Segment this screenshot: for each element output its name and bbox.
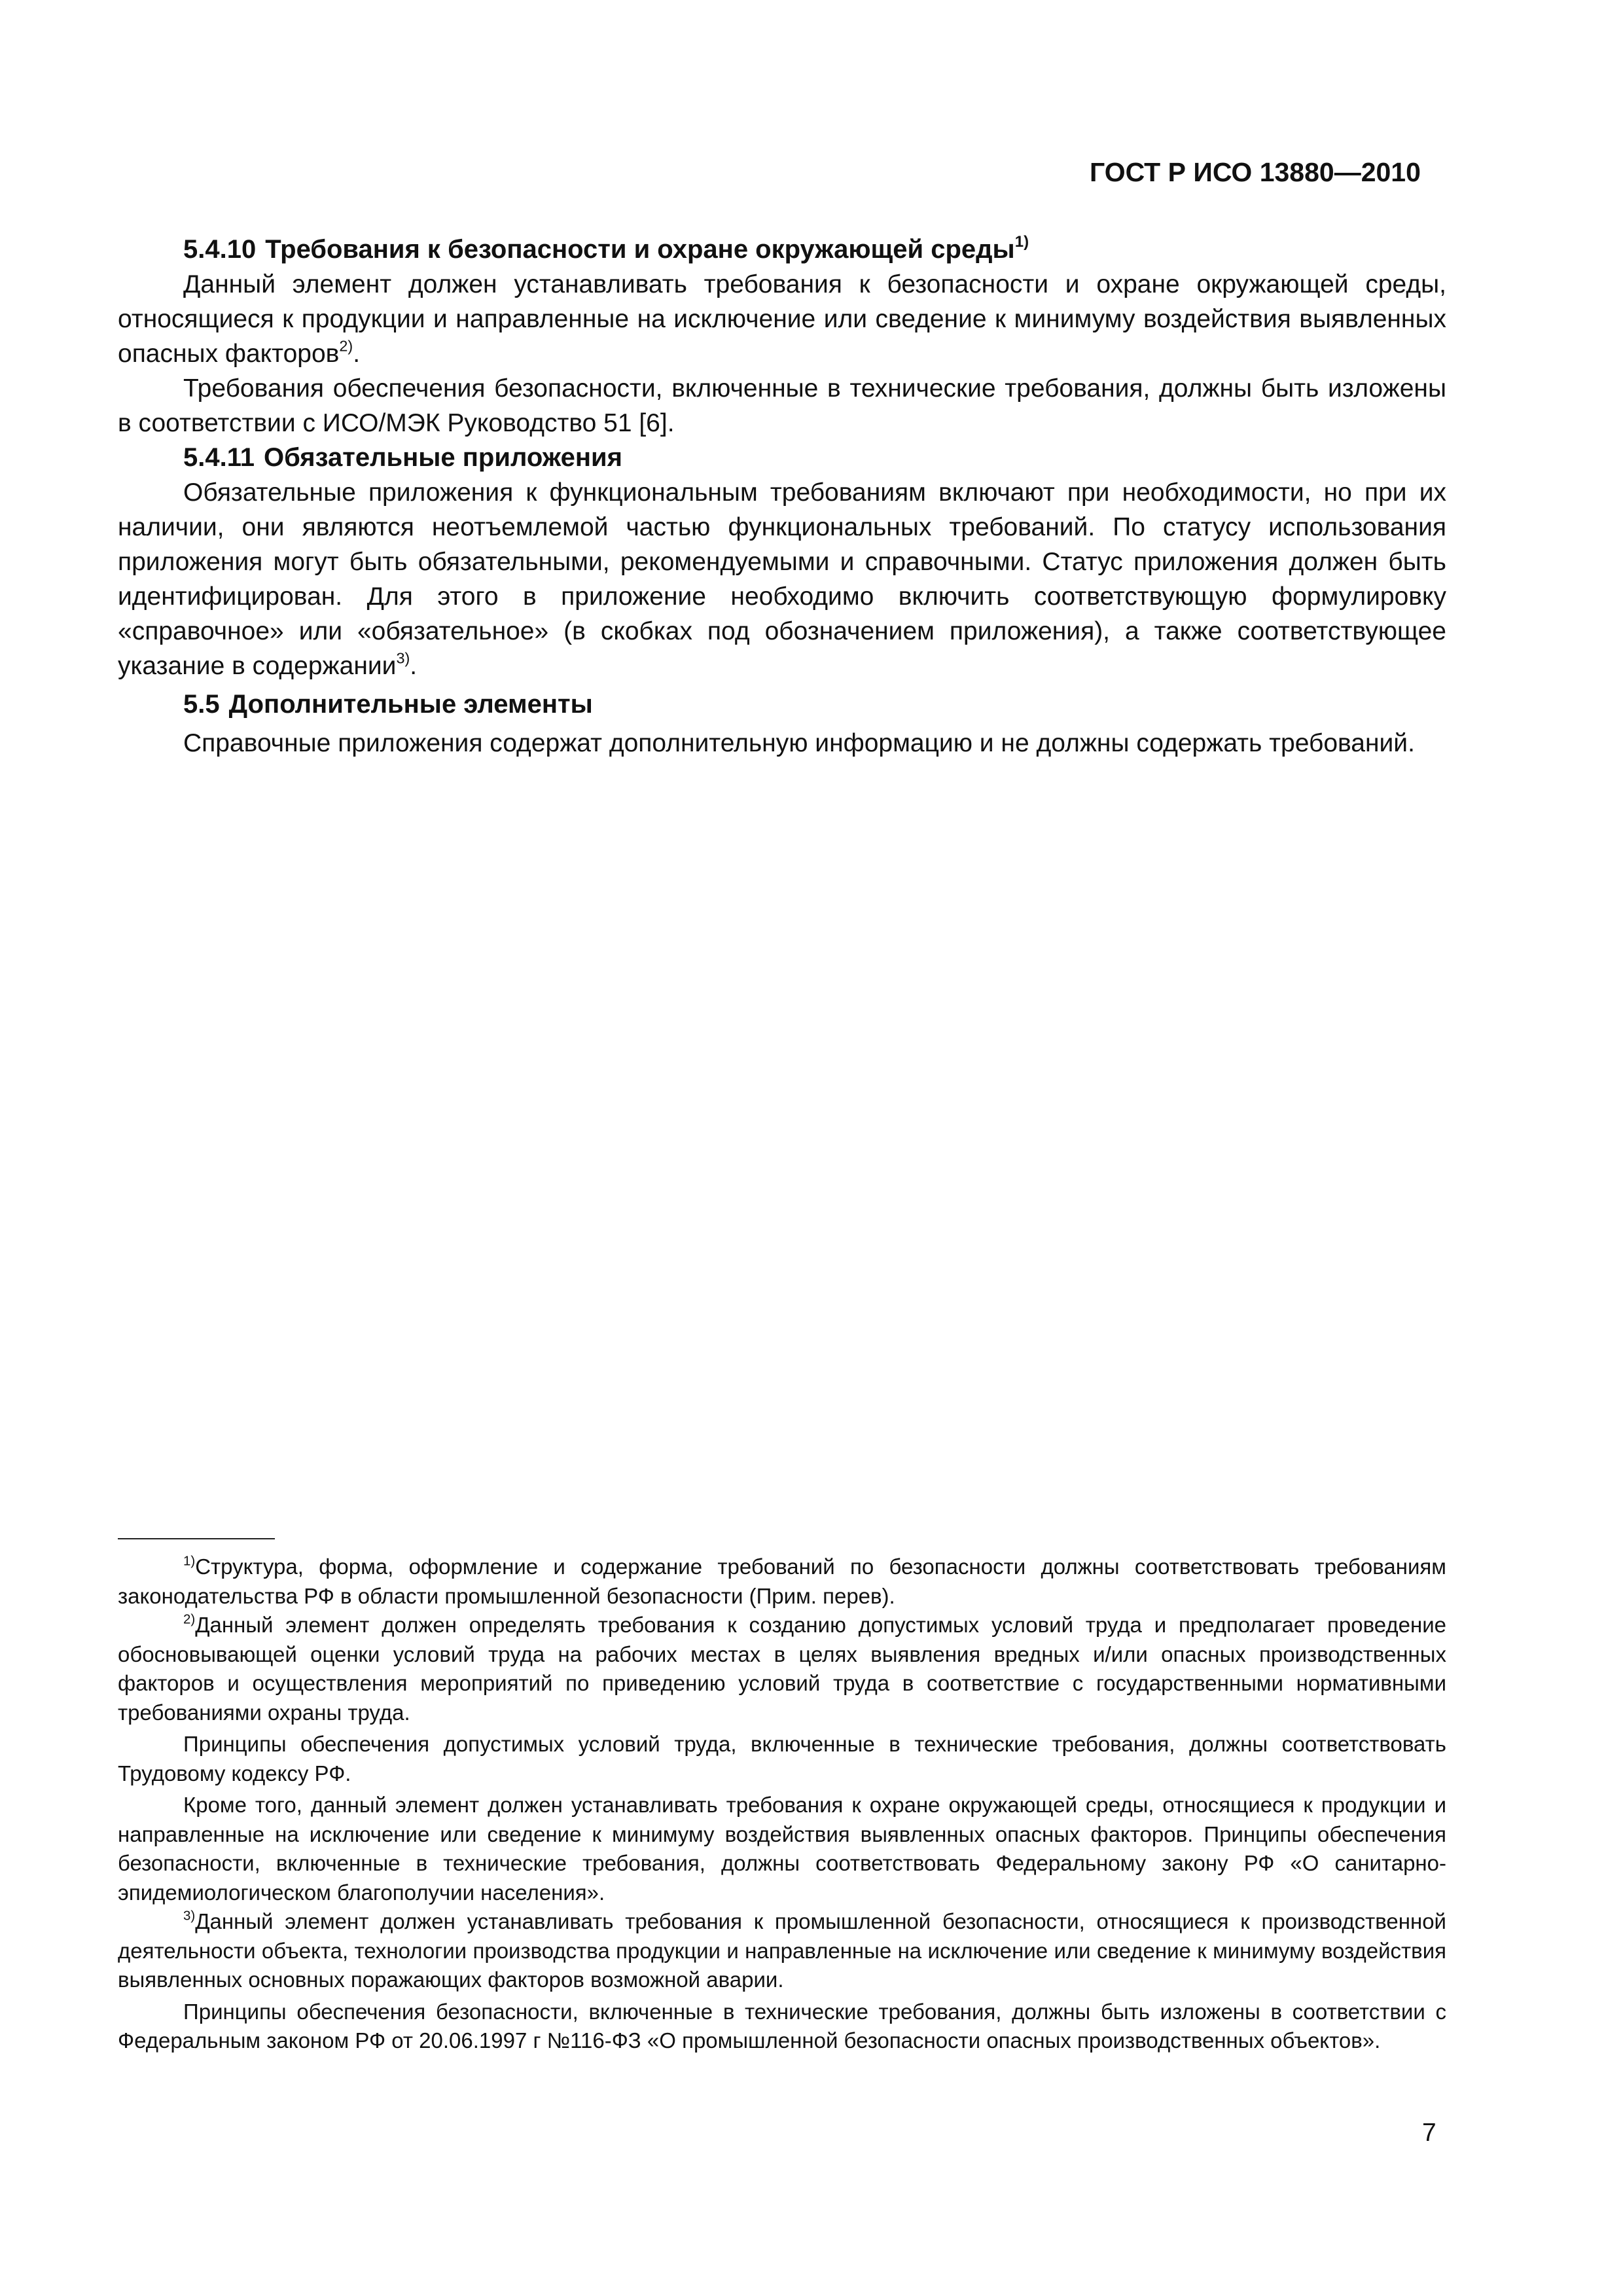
section-title: Требования к безопасности и охране окружающей среды	[265, 235, 1015, 264]
footnote-ref: 1)	[1014, 233, 1029, 251]
footnote-ref: 3)	[396, 649, 410, 667]
section-title: Дополнительные элементы	[228, 690, 593, 719]
page-number: 7	[1422, 2119, 1436, 2147]
paragraph: Требования обеспечения безопасности, включенные в технические требования, должны быть изложены в соответствии с ИСО/МЭК Руководство 51 [6].	[118, 374, 1446, 437]
section-number: 5.4.11	[183, 443, 255, 472]
footnote-ref: 2)	[339, 337, 353, 355]
heading-5-4-10	[118, 232, 1446, 267]
footnote-marker: 3)	[183, 1908, 196, 1924]
paragraph: Обязательные приложения к функциональным требованиям включают при необходимости, но при их наличии, они являются неотъемлемой частью функциональных требований. По статусу использования приложения могут быть обязательными, рекомендуемыми и справочными. Статус приложения должен быть идентифицирован. Для этого в приложение необходимо включить соответствующую формулировку «справочное» или «обязательное» (в скобках под обозначением приложения), а также соответствующее указание в содержании$^{3)}$.	[118, 478, 1446, 680]
section-title: Обязательные приложения	[264, 443, 622, 472]
footnote-2-cont: Принципы обеспечения допустимых условий труда, включенные в технические требования, должны соответствовать Трудовому кодексу РФ.	[118, 1732, 1446, 1785]
footnotes	[118, 1552, 1446, 2056]
footnote-marker: 1)	[183, 1553, 196, 1569]
footnote-marker: 2)	[183, 1611, 196, 1627]
footnote-2-cont: Кроме того, данный элемент должен устанавливать требования к охране окружающей среды, относящиеся к продукции и направленные на исключение или сведение к минимуму воздействия выявленных опасных факторов. Принципы обеспечения безопасности, включенные в технические требования, должны соответствовать Федеральному закону РФ «О санитарно-эпидемиологическом благополучии населения».	[118, 1793, 1446, 1905]
main-text	[118, 232, 1446, 761]
paragraph: Справочные приложения содержат дополнительную информацию и не должны содержать требований.	[183, 729, 1415, 757]
heading-5-5	[118, 687, 1446, 722]
section-number: 5.5	[183, 690, 220, 719]
section-number: 5.4.10	[183, 235, 257, 264]
footnote-separator	[118, 1538, 275, 1539]
footnote-3: $^{3)}$Данный элемент должен устанавливать требования к промышленной безопасности, относящиеся к производственной деятельности объекта, технологии производства продукции и направленные на исключение или сведение к минимуму воздействия выявленных основных поражающих факторов возможной аварии.	[118, 1908, 1446, 1992]
footnote-2: $^{2)}$Данный элемент должен определять требования к созданию допустимых условий труда и предполагает проведение обосновывающей оценки условий труда на рабочих местах в целях выявления вредных и/или опасных производственных факторов и осуществления мероприятий по приведению условий труда в соответствие с государственными нормативными требованиями охраны труда.	[118, 1611, 1446, 1725]
heading-5-4-11	[118, 440, 1446, 475]
paragraph: Данный элемент должен устанавливать требования к безопасности и охране окружающей среды, относящиеся к продукции и направленные на исключение или сведение к минимуму воздействия выявленных опасных факторов$^{2)}$.	[118, 270, 1446, 368]
document-code: ГОСТ Р ИСО 13880—2010	[1090, 157, 1421, 187]
footnote-1: $^{1)}$Структура, форма, оформление и содержание требований по безопасности должны соответствовать требованиям законодательства РФ в области промышленной безопасности (Прим. перев).	[118, 1553, 1446, 1608]
footnote-3-cont: Принципы обеспечения безопасности, включенные в технические требования, должны быть изложены в соответствии с Федеральным законом РФ от 20.06.1997 г №116-ФЗ «О промышленной безопасности опасных производственных объектов».	[118, 1999, 1446, 2053]
